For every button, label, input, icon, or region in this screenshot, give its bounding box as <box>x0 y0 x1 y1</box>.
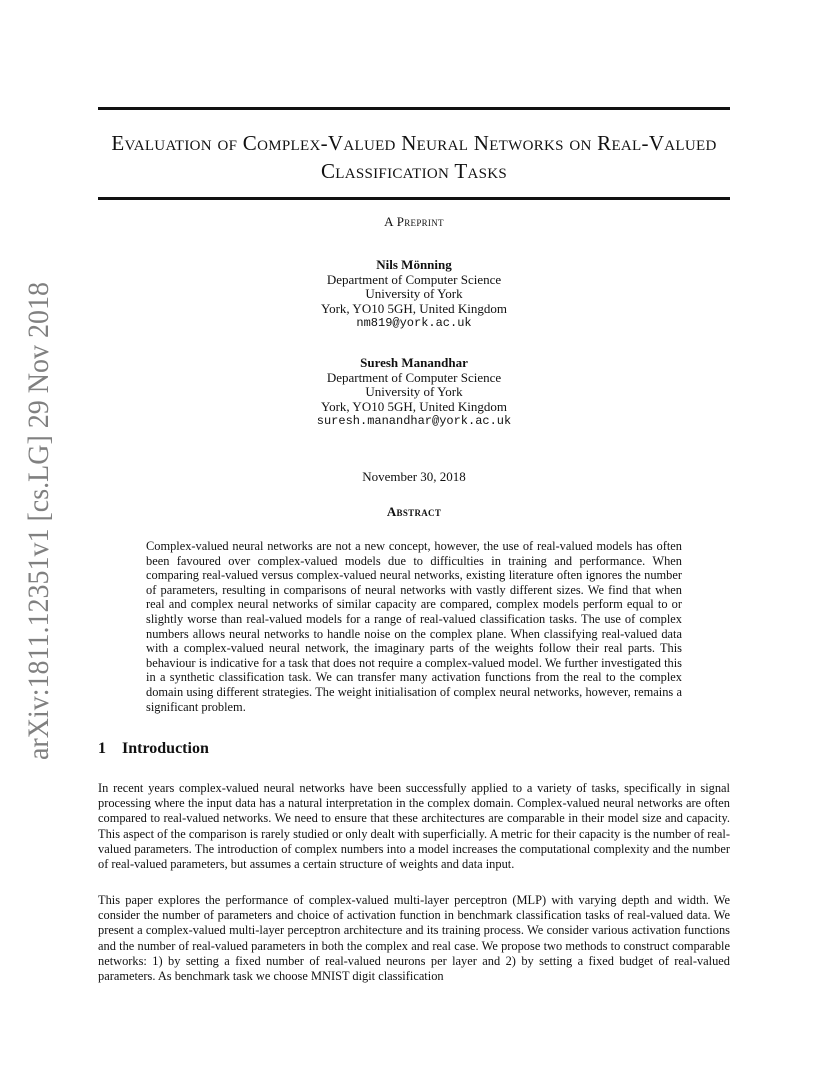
section-title: Introduction <box>122 740 209 757</box>
paper-date: November 30, 2018 <box>362 469 466 484</box>
title-rule-top <box>98 107 730 110</box>
arxiv-stamp <box>4 280 64 760</box>
author-name: Nils Mönning <box>376 257 452 272</box>
abstract-text: Complex-valued neural networks are not a new concept, however, the use of real-valued models has often been favoured over complex-valued models due to difficulties in training and performance. When comparing real-valued versus complex-valued neural networks, existing literature often ignores the number of parameters, resulting in comparisons of neural networks with vastly different sizes. We find that when real and complex neural networks of similar capacity are compared, complex models perform equal to or slightly worse than real-valued models for a range of real-valued classification tasks. The use of complex numbers allows neural networks to handle noise on the complex plane. When classifying real-valued data with a complex-valued neural network, the imaginary parts of the weights follow their real parts. This behaviour is indicative for a task that does not require a complex-valued model. We further investigated this in a synthetic classification task. We can transfer many activation functions from the real to the complex domain using different strategies. The weight initialisation of complex neural networks, however, remains a significant problem. <box>146 539 682 714</box>
body-paragraph: This paper explores the performance of complex-valued multi-layer perceptron (MLP) with varying depth and width. We consider the number of parameters and choice of activation function in benchmark classification tasks of real-valued data. We present a complex-valued multi-layer perceptron architecture and its training process. We consider various activation functions and the number of real-valued parameters in both the complex and real case. We propose two methods to construct comparable networks: 1) by setting a fixed number of real-valued neurons per layer and 2) by setting a fixed budget of real-valued parameters. As benchmark task we choose MNIST digit classification <box>98 893 730 984</box>
abstract-heading: Abstract <box>386 504 442 519</box>
author-block <box>98 258 730 331</box>
arxiv-stamp-text: arXiv:1811.12351v1 [cs.LG] 29 Nov 2018 <box>22 280 55 760</box>
section-number: 1 <box>98 740 106 757</box>
author-address: York, YO10 5GH, United Kingdom <box>321 398 507 414</box>
author-block <box>98 356 730 429</box>
author-university: University of York <box>365 286 463 302</box>
author-university: University of York <box>365 384 463 400</box>
author-department: Department of Computer Science <box>326 369 502 385</box>
title-rule-bottom <box>98 197 730 200</box>
author-email-link[interactable]: suresh.manandhar@york.ac.uk <box>316 414 512 429</box>
author-name: Suresh Manandhar <box>360 355 468 370</box>
paper-title-line-1: Evaluation of Complex-Valued Neural Networks on Real-Valued <box>111 131 717 155</box>
section-heading <box>98 740 209 758</box>
author-department: Department of Computer Science <box>326 271 502 287</box>
author-address: York, YO10 5GH, United Kingdom <box>321 300 507 316</box>
preprint-label: A Preprint <box>384 214 444 229</box>
paper-title-line-2: Classification Tasks <box>320 159 508 183</box>
author-email-link[interactable]: nm819@york.ac.uk <box>356 316 472 331</box>
body-paragraph: In recent years complex-valued neural networks have been successfully applied to a variety of tasks, specifically in signal processing where the input data has a natural interpretation in the complex domain. Complex-valued neural networks are often compared to real-valued networks. We need to ensure that these architectures are comparable in their model size and capacity. This aspect of the comparison is rarely studied or only dealt with superficially. A metric for their capacity is the number of real-valued parameters. The introduction of complex numbers into a model increases the computational complexity and the number of real-valued parameters, but assumes a certain structure of weights and data input. <box>98 781 730 872</box>
